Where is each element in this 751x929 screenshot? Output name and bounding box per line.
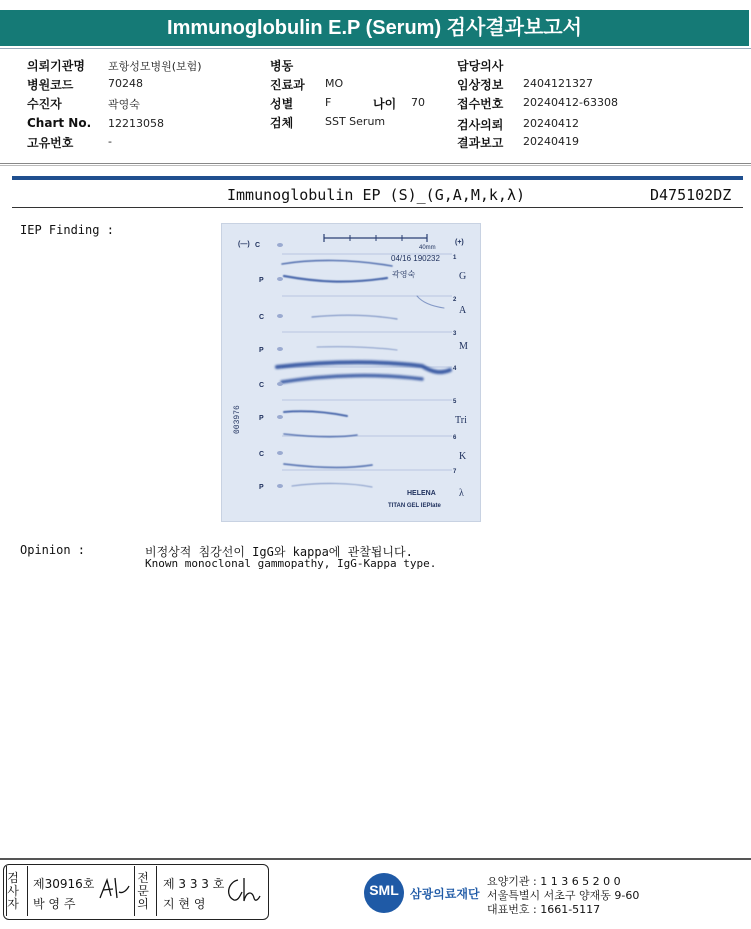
sig-divider — [27, 866, 28, 916]
value-sex: F — [325, 96, 332, 109]
gel-date-id: 04/16 190232 — [391, 254, 440, 263]
label-hospital-code: 병원코드 — [27, 78, 74, 92]
iep-finding-label: IEP Finding : — [20, 223, 114, 237]
gel-lane-number: 1 — [453, 255, 457, 261]
signer1-registration: 제30916호 — [33, 877, 95, 891]
gel-antiserum-label: M — [459, 341, 468, 352]
signer1-role-label: 검사자 — [7, 871, 19, 911]
value-age: 70 — [411, 96, 425, 109]
value-specimen: SST Serum — [325, 115, 386, 128]
label-age: 나이 — [373, 97, 397, 111]
gel-brand-line1: HELENA — [407, 490, 436, 497]
gel-well-label: P — [259, 347, 264, 354]
opinion-line2: Known monoclonal gammopathy, IgG-Kappa type. — [145, 557, 437, 570]
gel-bands-graphic — [222, 224, 480, 521]
value-clinical-info: 2404121327 — [523, 77, 593, 90]
signer2-name: 지 현 영 — [163, 897, 206, 911]
label-department: 진료과 — [270, 78, 305, 92]
label-ward: 병동 — [270, 59, 294, 73]
report-header-title: Immunoglobulin E.P (Serum) 검사결과보고서 — [0, 10, 749, 46]
header-divider — [0, 48, 751, 49]
signer2-role-label: 전문의 — [137, 871, 149, 911]
label-clinical-info: 임상정보 — [457, 78, 504, 92]
report-title: Immunoglobulin EP (S)_(G,A,M,k,λ) — [227, 186, 526, 204]
value-unique-id: - — [108, 135, 112, 148]
opinion-label: Opinion : — [20, 543, 86, 557]
sig-divider — [134, 866, 135, 916]
iep-gel-image — [221, 223, 481, 522]
gel-lane-number: 3 — [453, 331, 457, 337]
footer-divider — [0, 858, 751, 860]
signer2-signature — [222, 874, 262, 906]
label-request-date: 검사의뢰 — [457, 118, 504, 132]
label-receipt-no: 접수번호 — [457, 97, 504, 111]
gel-antiserum-label: G — [459, 271, 467, 282]
value-report-date: 20240419 — [523, 135, 579, 148]
gel-side-number: 003976 — [233, 405, 242, 434]
gel-lane-number: 4 — [453, 366, 457, 372]
label-institution: 의뢰기관명 — [27, 59, 85, 73]
gel-antiserum-label: Tri — [455, 415, 467, 426]
value-chart-no: 12213058 — [108, 117, 164, 130]
gel-lane-number: 5 — [453, 399, 457, 405]
signer2-registration: 제 3 3 3 호 — [163, 877, 225, 891]
gel-antiserum-label: K — [459, 451, 467, 462]
label-specimen: 검체 — [270, 116, 294, 130]
gel-well-label: C — [259, 382, 265, 389]
signer1-signature — [97, 874, 131, 904]
gel-well-label: C — [259, 451, 265, 458]
label-unique-id: 고유번호 — [27, 136, 74, 150]
label-sex: 성별 — [270, 97, 294, 111]
info-divider — [0, 163, 751, 164]
value-request-date: 20240412 — [523, 117, 579, 130]
label-chart-no: Chart No. — [27, 116, 92, 130]
org-info-line2: 서울특별시 서초구 양재동 9-60 — [487, 889, 640, 902]
value-department: MO — [325, 77, 344, 90]
org-name: 삼광의료재단 — [410, 887, 480, 901]
gel-lane-number: 7 — [453, 469, 457, 475]
gel-lane-number: 6 — [453, 435, 457, 441]
report-code: D475102DZ — [650, 186, 732, 204]
signer1-name: 박 영 주 — [33, 897, 76, 911]
label-physician: 담당의사 — [457, 59, 504, 73]
gel-lane-number: 2 — [453, 297, 457, 303]
label-report-date: 결과보고 — [457, 136, 504, 150]
info-divider-secondary — [0, 165, 751, 166]
gel-well-label: C — [255, 242, 261, 249]
gel-well-label: P — [259, 415, 264, 422]
value-hospital-code: 70248 — [108, 77, 143, 90]
report-blue-rule — [12, 176, 743, 180]
gel-handwritten-name: 곽영숙 — [392, 270, 416, 279]
gel-scale-label: 40mm — [419, 245, 436, 251]
logo-text: SML — [369, 882, 399, 898]
value-receipt-no: 20240412-63308 — [523, 96, 618, 109]
report-title-rule — [12, 207, 743, 208]
sig-divider — [156, 866, 157, 916]
gel-polarity-negative: (—) — [238, 241, 250, 248]
gel-well-label: P — [259, 484, 264, 491]
value-institution: 포항성모병원(보험) — [108, 60, 202, 73]
gel-well-label: P — [259, 277, 264, 284]
label-patient: 수진자 — [27, 97, 62, 111]
gel-polarity-positive: (+) — [455, 239, 464, 246]
org-info-line1: 요양기관 : 1 1 3 6 5 2 0 0 — [487, 875, 621, 888]
gel-well-label: C — [259, 314, 265, 321]
gel-antiserum-label: λ — [459, 488, 464, 499]
gel-brand-line2: TITAN GEL IEPlate — [388, 503, 441, 509]
value-patient: 곽영숙 — [108, 98, 140, 111]
gel-antiserum-label: A — [459, 305, 467, 316]
opinion-line1: 비정상적 침강선이 IgG와 kappa에 관찰됩니다. — [145, 545, 413, 559]
org-info-line3: 대표번호 : 1661-5117 — [487, 903, 601, 916]
